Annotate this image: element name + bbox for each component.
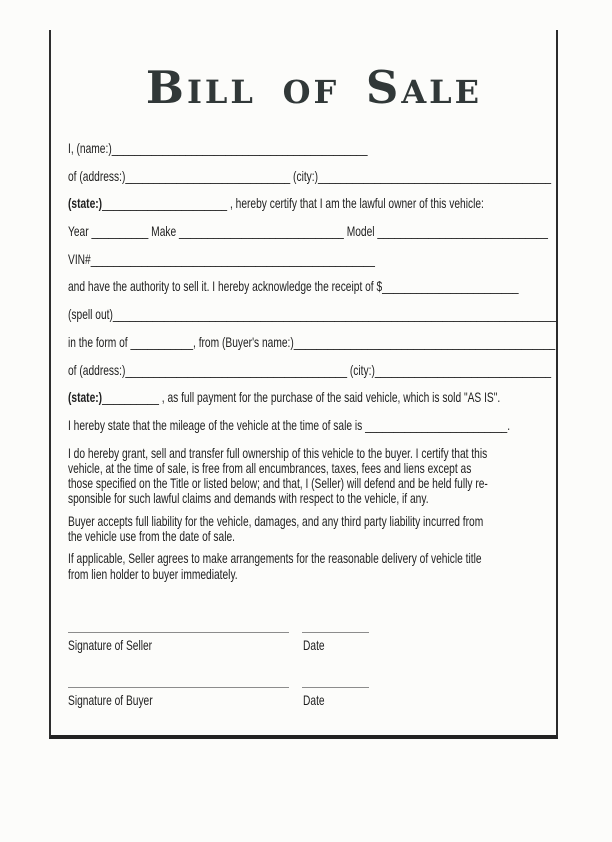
payment-form-label: in the form of [68,333,131,350]
buyer-signature-label: Signature of Buyer [68,691,153,708]
state-payment-line [68,389,501,406]
year-label: Year [68,223,92,240]
paragraph-line: those specified on the Title or listed below; and that, I (Seller) will defend and be held fully re- [68,475,488,492]
paragraph-line: from lien holder to buyer immediately. [68,565,238,582]
vin-label: VIN# [68,250,91,267]
spell-out-blank: ______________________________________________________________________________ [112,306,557,323]
buyer-name-label: , from (Buyer's name:) [193,333,294,350]
mileage-blank: _________________________ [365,416,508,433]
paragraph-line: Buyer accepts full liability for the vehicle, damages, and any third party liability incurred from [68,512,484,529]
spell-out-line [68,306,557,323]
year-blank: __________ [91,223,149,240]
mileage-text: I hereby state that the mileage of the vehicle at the time of sale is [68,416,366,433]
buyer-date-label: Date [303,691,325,708]
model-blank: ______________________________ [377,223,548,240]
model-label: Model [343,223,378,240]
mileage-line [68,416,511,434]
buyer-signature-rule [68,687,289,688]
spell-out-label: (spell out) [68,306,113,323]
name-label: I, (name:) [68,140,112,156]
vin-line [68,252,427,268]
amount-blank: ________________________ [382,278,519,295]
seller-date-label: Date [303,636,325,653]
buyer-name-blank: ______________________________________________ [293,333,556,350]
ownership-paragraph [68,446,560,507]
receipt-line [68,278,519,295]
buyer-state-blank: __________ [102,389,159,406]
address-blank: _____________________________ [125,167,291,184]
seller-signature-rule [68,632,289,633]
city-label: (city:) [290,167,319,184]
buyer-city-label: (city:) [347,361,375,378]
address-city-line [68,167,552,185]
address-label: of (address:) [68,167,126,184]
name-line [68,141,427,157]
make-blank: _____________________________ [179,223,344,240]
title-delivery-paragraph [68,551,560,582]
vin-blank: __________________________________________________ [90,250,375,267]
seller-date-label-wrap [303,637,333,655]
buyer-address-blank: _______________________________________ [125,361,348,378]
buyer-address-label: of (address:) [68,361,126,378]
certify-text: , hereby certify that I am the lawful owner of this vehicle: [227,195,484,212]
liability-paragraph [68,514,560,545]
year-make-model-line [68,223,548,240]
paragraph-line: I do hereby grant, sell and transfer full ownership of this vehicle to the buyer. I certify that this [68,444,488,461]
state-label: (state:) [68,195,103,212]
buyer-state-label: (state:) [68,389,103,406]
city-blank: _________________________________________ [318,167,552,184]
page-content [68,62,560,708]
buyer-address-city-line [68,361,552,379]
buyer-signature-rules [68,687,560,689]
buyer-signature-label-wrap [68,692,184,710]
seller-date-rule [302,632,369,633]
form-section [68,141,560,433]
state-blank: ______________________ [102,195,228,212]
seller-signature-label: Signature of Seller [68,636,153,653]
document-title: Bill of Sale [145,61,483,114]
payment-form-line [68,333,556,351]
seller-signature-rules [68,632,560,634]
payment-form-blank: ___________ [130,333,194,350]
paragraph-line: If applicable, Seller agrees to make arrangements for the reasonable delivery of vehicle title [68,550,482,567]
buyer-date-label-wrap [303,692,333,710]
seller-signature-label-wrap [68,637,183,655]
paragraph-line: vehicle, at the time of sale, is free from all encumbrances, taxes, fees and liens except as [68,459,472,476]
paragraph-line: the vehicle use from the date of sale. [68,528,236,545]
receipt-text: and have the authority to sell it. I hereby acknowledge the receipt of $ [68,278,383,295]
paragraph-line: sponsible for such lawful claims and demands with respect to the vehicle, if any. [68,490,429,507]
state-certify-line [68,195,484,212]
name-blank: _____________________________________________ [111,140,368,156]
buyer-signature-labels [68,692,560,708]
make-label: Make [148,223,180,240]
seller-signature-labels [68,637,560,653]
buyer-date-rule [302,687,369,688]
mileage-period: . [507,416,511,433]
buyer-city-blank: _______________________________ [374,361,552,378]
as-is-text: , as full payment for the purchase of the said vehicle, which is sold "AS IS". [158,389,501,406]
